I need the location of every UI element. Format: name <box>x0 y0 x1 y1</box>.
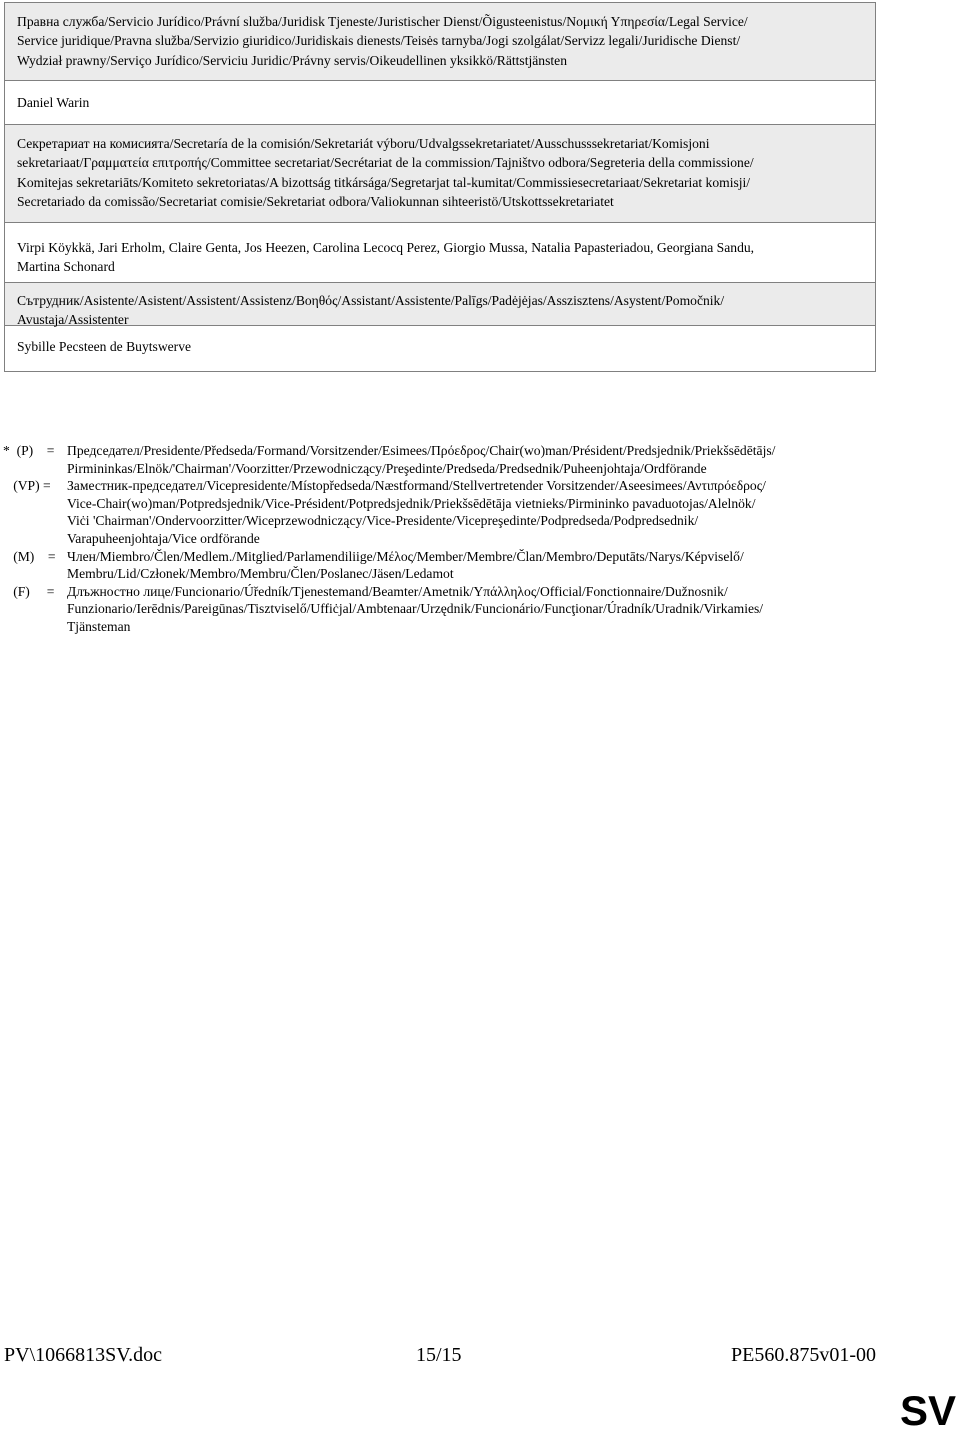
assistant-heading-line: Сътрудник/Asistente/Asistent/Assistent/Assistenz/Βοηθός/Assistant/Assistente/Palīgs/Padėjėjas/Asszisztens/Asystent/Pomočnik/ <box>17 293 725 308</box>
assistant-member <box>5 326 875 371</box>
secretariat-members <box>5 223 875 283</box>
assistant-heading <box>5 283 875 326</box>
legend-line: Membru/Lid/Członek/Membro/Membru/Člen/Poslanec/Jäsen/Ledamot <box>67 566 454 582</box>
legal-service-heading-line: Wydział prawny/Serviço Jurídico/Serviciu Juridic/Právny servis/Oikeudellinen yksikkö/Rättstjänsten <box>17 52 568 68</box>
secretariat-heading-line: Секретариат на комисията/Secretaría de la comisión/Sekretariát výboru/Udvalgssekretariatet/Ausschusssekretariat/Komisjoni <box>17 136 710 151</box>
footer-pe-ref: PE560.875v01-00 <box>731 1344 876 1366</box>
legal-service-member-name: Daniel Warin <box>17 95 90 110</box>
legend-line: Заместник-председател/Vicepresidente/Místopředseda/Næstformand/Stellvertretender Vorsitzender/Aseesimees/Αντιπρόεδρος/ <box>67 478 766 494</box>
legend-line: Varapuheenjohtaja/Vice ordförande <box>67 530 260 546</box>
assistant-member-name: Sybille Pecsteen de Buytswerve <box>17 339 192 354</box>
secretariat-heading-line: sekretariaat/Γραμματεία επιτροπής/Committee secretariat/Secrétariat de la commission/Tajništvo odbora/Segreteria della commissione/ <box>17 155 754 171</box>
secretariat-heading-line: Secretariado da comissão/Secretariat comisie/Sekretariat odbora/Valiokunnan sihteeristö/Utskottssekretariatet <box>17 194 614 210</box>
legend-line: Длъжностно лице/Funcionario/Úředník/Tjenestemand/Beamter/Ametnik/Υπάλληλος/Official/Fonctionnaire/Dužnosnik/ <box>67 583 728 599</box>
assistant-heading-line: Avustaja/Assistenter <box>17 312 129 328</box>
legend-key: (M) = <box>3 548 56 564</box>
legend-line: Председател/Presidente/Předseda/Formand/Vorsitzender/Esimees/Πρόεδρος/Chair(wo)man/Président/Predsjednik/Priekšsēdētājs/ <box>67 443 776 458</box>
legend-item-chair <box>3 442 883 477</box>
secretariat-heading <box>5 125 875 223</box>
legend-item-official <box>3 583 883 636</box>
secretariat-members-line: Virpi Köykkä, Jari Erholm, Claire Genta, Jos Heezen, Carolina Lecocq Perez, Giorgio Mussa, Natalia Papasteriadou, Georgiana Sandu, <box>17 240 755 255</box>
legal-service-heading-line: Правна служба/Servicio Jurídico/Právní služba/Juridisk Tjeneste/Juristischer Dienst/Õigusteenistus/Νομική Υπηρεσία/Legal Service/ <box>17 14 748 29</box>
legend-line: Pirmininkas/Elnök/'Chairman'/Voorzitter/Przewodniczący/Preşedinte/Predseda/Predsednik/Puheenjohtaja/Ordförande <box>67 460 707 476</box>
secretariat-members-line: Martina Schonard <box>17 259 115 275</box>
legend-item-vice-chair <box>3 477 883 547</box>
legend-item-member <box>3 548 883 583</box>
legal-service-heading-line: Service juridique/Pravna služba/Servizio giuridico/Juridiskais dienests/Teisės tarnyba/Jogi szolgálat/Servizz legali/Juridische Dienst/ <box>17 33 741 49</box>
footer-page-number: 15/15 <box>416 1344 462 1366</box>
legend-key: * (P) = <box>3 443 55 458</box>
page-footer <box>4 1344 876 1368</box>
legend-line: Член/Miembro/Člen/Medlem./Mitglied/Parlamendiliige/Μέλος/Member/Membre/Član/Membro/Deputāts/Narys/Képviselő/ <box>67 548 744 564</box>
staff-table <box>4 2 876 372</box>
legend-line: Vice-Chair(wo)man/Potpredsjednik/Vice-Président/Potpredsjednik/Priekšsēdētāja vietnieks/Pirmininko pavaduotojas/Alelnök/ <box>67 495 756 511</box>
legal-service-member <box>5 81 875 125</box>
legend-line: Funzionario/Ierēdnis/Pareigūnas/Tisztviselő/Uffiċjal/Ambtenaar/Urzędnik/Funcionário/Funcţionar/Úradník/Uradnik/Virkamies/ <box>67 601 764 617</box>
legal-service-heading <box>5 3 875 81</box>
legend-key: (F) = <box>3 583 55 599</box>
abbreviation-legend <box>3 442 883 636</box>
secretariat-heading-line: Komitejas sekretariāts/Komiteto sekretoriatas/A bizottság titkársága/Segretarjat tal-kumitat/Commissiesecretariaat/Sekretariat komisji/ <box>17 174 751 190</box>
footer-doc-ref: PV\1066813SV.doc <box>4 1344 162 1366</box>
language-code: SV <box>899 1387 956 1434</box>
legend-line: Tjänsteman <box>67 618 131 634</box>
legend-key: (VP) = <box>3 478 51 494</box>
legend-line: Viċi 'Chairman'/Ondervoorzitter/Wiceprzewodniczący/Vice-Presidente/Vicepreşedinte/Podpredseda/Podpredsednik/ <box>67 513 699 529</box>
